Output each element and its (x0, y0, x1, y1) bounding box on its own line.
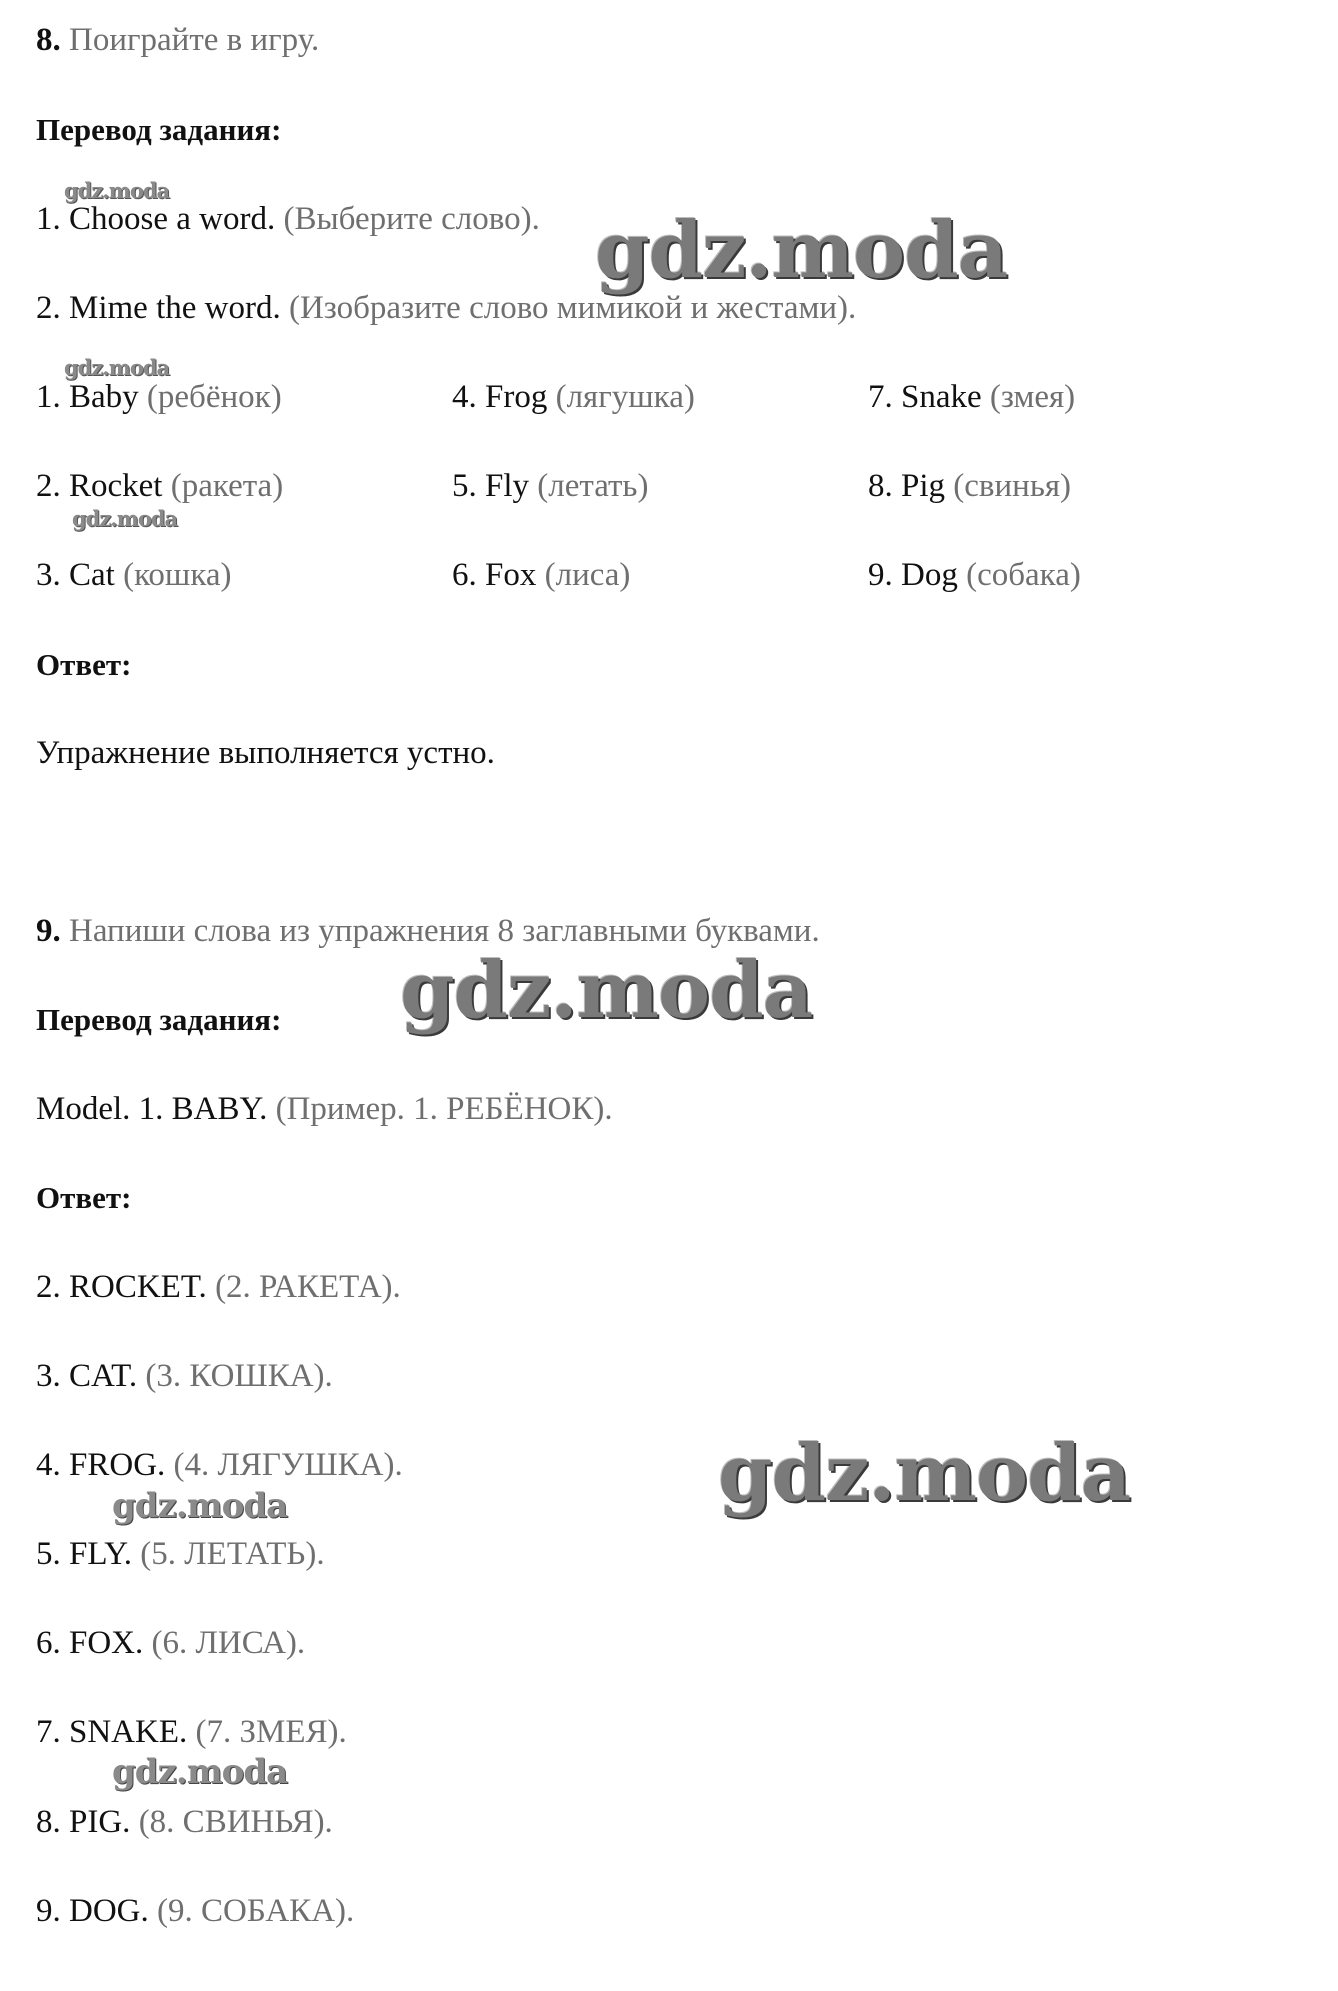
answer-ru: (3. КОШКА). (145, 1358, 333, 1394)
word-en: 6. Fox (452, 557, 537, 593)
word-item (868, 466, 1071, 506)
watermark: gdz.moda (718, 1428, 1131, 1519)
answer-en: 2. ROCKET. (36, 1269, 207, 1305)
word-ru: (лиса) (544, 557, 631, 593)
exercise-number: 9. (36, 913, 61, 949)
watermark: gdz.moda (64, 178, 170, 203)
word-en: 5. Fly (452, 468, 530, 504)
word-item (452, 377, 695, 417)
watermark: gdz.moda (112, 1486, 288, 1526)
answer-line (36, 1802, 333, 1842)
word-item (36, 377, 282, 417)
answer-en: 7. SNAKE. (36, 1714, 188, 1750)
word-en: 8. Pig (868, 468, 946, 504)
answer-ru: (4. ЛЯГУШКА). (173, 1447, 403, 1483)
step-en: 1. Choose a word. (36, 201, 276, 237)
answer-ru: (5. ЛЕТАТЬ). (140, 1536, 325, 1572)
answer-ru: (2. РАКЕТА). (215, 1269, 401, 1305)
word-item (36, 555, 232, 595)
answer-ru: (6. ЛИСА). (151, 1625, 306, 1661)
word-ru: (ребёнок) (146, 379, 282, 415)
word-item (868, 377, 1075, 417)
step-line (36, 199, 540, 239)
watermark: gdz.moda (72, 506, 178, 531)
answer-line (36, 1712, 347, 1752)
answer-heading: Ответ: (36, 1180, 132, 1215)
word-en: 9. Dog (868, 557, 958, 593)
model-line (36, 1089, 613, 1129)
watermark: gdz.moda (64, 355, 170, 380)
step-en: 2. Mime the word. (36, 290, 281, 326)
word-item (36, 466, 283, 506)
word-item (868, 555, 1081, 595)
word-en: 4. Frog (452, 379, 548, 415)
answer-en: 9. DOG. (36, 1893, 149, 1929)
translation-heading: Перевод задания: (36, 1002, 282, 1037)
word-en: 1. Baby (36, 379, 139, 415)
exercise-task: Напиши слова из упражнения 8 заглавными буквами. (69, 913, 820, 949)
answer-heading: Ответ: (36, 647, 132, 682)
word-ru: (ракета) (170, 468, 284, 504)
answer-line (36, 1445, 403, 1485)
word-ru: (свинья) (953, 468, 1072, 504)
answer-en: 3. CAT. (36, 1358, 138, 1394)
word-ru: (кошка) (123, 557, 232, 593)
answer-en: 8. PIG. (36, 1804, 131, 1840)
answer-line (36, 1356, 333, 1396)
word-ru: (летать) (537, 468, 649, 504)
answer-text: Упражнение выполняется устно. (36, 735, 495, 771)
exercise-number: 8. (36, 22, 61, 58)
watermark: gdz.moda (112, 1752, 288, 1792)
translation-heading: Перевод задания: (36, 112, 282, 147)
watermark: gdz.moda (400, 945, 813, 1036)
exercise-task: Поиграйте в игру. (69, 22, 320, 58)
answer-en: 5. FLY. (36, 1536, 133, 1572)
word-ru: (собака) (966, 557, 1081, 593)
word-en: 7. Snake (868, 379, 982, 415)
word-ru: (лягушка) (555, 379, 695, 415)
answer-ru: (9. СОБАКА). (157, 1893, 355, 1929)
model-en: Model. 1. BABY. (36, 1091, 268, 1127)
answer-ru: (7. ЗМЕЯ). (195, 1714, 347, 1750)
step-ru: (Выберите слово). (283, 201, 540, 237)
word-en: 3. Cat (36, 557, 115, 593)
watermark: gdz.moda (595, 205, 1008, 296)
word-item (452, 466, 648, 506)
answer-en: 4. FROG. (36, 1447, 166, 1483)
answer-line (36, 1623, 305, 1663)
word-item (452, 555, 630, 595)
word-en: 2. Rocket (36, 468, 163, 504)
answer-en: 6. FOX. (36, 1625, 144, 1661)
word-ru: (змея) (989, 379, 1076, 415)
model-ru: (Пример. 1. РЕБЁНОК). (275, 1091, 613, 1127)
exercise-8-header (36, 20, 319, 60)
answer-ru: (8. СВИНЬЯ). (138, 1804, 333, 1840)
answer-line (36, 1891, 354, 1931)
step-ru: (Изобразите слово мимикой и жестами). (288, 290, 857, 326)
answer-line (36, 1534, 325, 1574)
answer-line (36, 1267, 401, 1307)
